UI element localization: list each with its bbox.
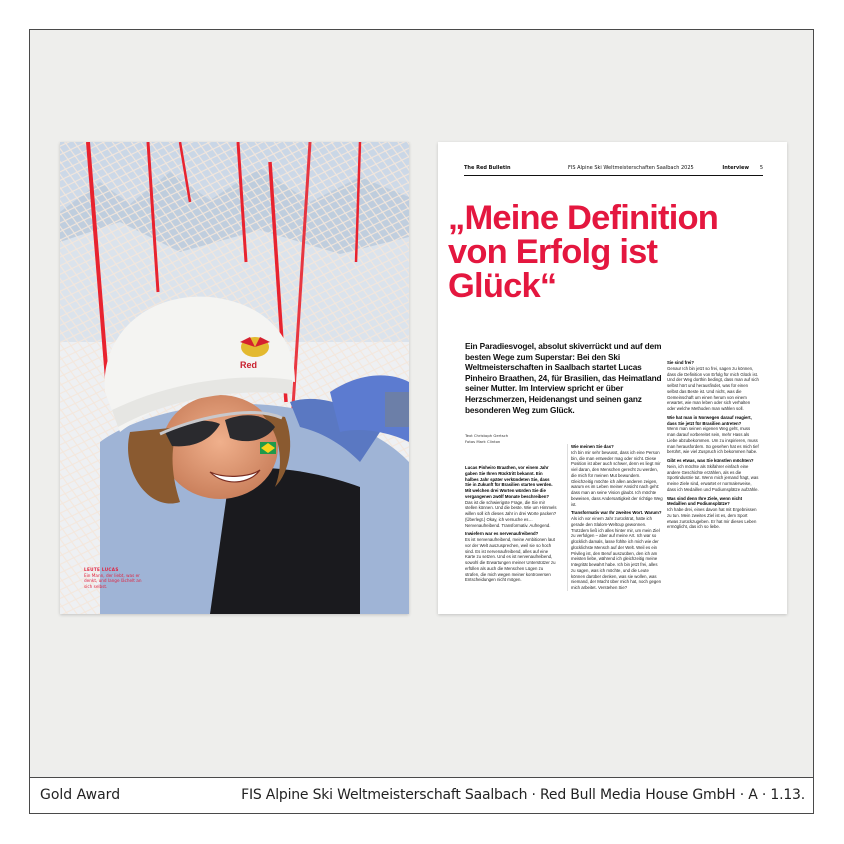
- answer: Ich habe drei, eines davon hat mit Ergebnissen zu tun. Mein zweites Ziel ist es, dem Sport etwas zurückzugeben. Er hat mir dieses Leben ermöglicht, das ich so liebe.: [667, 507, 757, 530]
- article-page: [438, 142, 787, 614]
- question: Transformativ war Ihr zweites Wort. Warum?: [571, 510, 662, 516]
- question: Lucas Pinheiro Braathen, vor einem Jahr gaben Sie Ihren Rücktritt bekannt. Ein halbes Jahr später verkündeten Sie, dass Sie in Zukunft für Brasilien starten werden. Mit welchen drei Worten würden Sie die vergangenen zwölf Monate beschreiben?: [465, 465, 553, 499]
- question: Wie meinen Sie das?: [571, 444, 614, 449]
- photo-caption: [84, 567, 148, 589]
- header-rule: [464, 175, 763, 176]
- answer: Genau! Ich bin jetzt so frei, sagen zu können, dass die Definition von Erfolg für mich Glück ist. Und der Weg dorthin bedingt, dass man auf sich selbst hört und herausfindet, was für einen selbst das Beste ist. Und nicht, was die Gemeinschaft um einen herum von einem erwartet, wie man leben oder sich verhalten oder welche Methoden man wählen soll.: [667, 365, 759, 411]
- running-header: [464, 165, 763, 175]
- headline-line: „Meine Definition: [448, 199, 719, 237]
- credits: [465, 433, 508, 445]
- photo-credit: Fotos Mark Clinton: [465, 439, 501, 444]
- photo-page: [60, 142, 409, 614]
- answer: Wenn man seinen eigenen Weg geht, muss man darauf vorbereitet sein, mehr Hass als Liebe abzubekommen. Um zu inspirieren, muss man herausfordern. So gesehen hat es mich tief berührt, wie viel Zuspruch ich bekommen habe.: [667, 426, 759, 455]
- answer: Nein, ich möchte als Skifahrer einfach eine andere Geschichte erzählen, als es die Sportindustrie tut. Wenn mich jemand fragt, was meine Ziele sind, erwartet er normalerweise, dass ich Medaillen und Podiumsplätze aufzähle.: [667, 463, 759, 492]
- footer-divider: [30, 777, 813, 778]
- caption-text: Ein Mann, der liebt, was er denkt, und lange lächelt an sich selbst.: [84, 572, 142, 589]
- question: Was sind denn Ihre Ziele, wenn nicht Medaillen und Podiumsplätze?: [667, 495, 743, 507]
- intro-text: Ein Paradiesvogel, absolut skiverrückt und auf dem besten Wege zum Superstar: Bei den Ski Weltmeisterschaften in Saalbach startet Lucas Pinheiro Braathen, 24, für Brasilien, das Heimatland seiner Mutter. Im Interview spricht er über Herzschmerzen, Heidenangst und seinen ganz besonderen Weg zum Glück.: [465, 341, 662, 415]
- answer: Als ich vor einem Jahr zurücktrat, hatte ich gerade den Slalom-Weltcup gewonnen. Trotzdem ließ ich alles hinter mir, um mein Ziel zu verfolgen – aber auf meine Art. Ich war so glücklich damals, lasse fühlte ich mich wie der glücklichste Mensch auf der Welt. Weil es ein Privileg ist, den Beruf auszuüben, den ich am meisten liebe, während ich gleichzeitig meine Integrität bewahrt habe. Ich bin jetzt frei, alles zu sagen, was ich möchte, und die Leute können darüber denken, was sie wollen, was niemand, der Macht über mich hat, noch gegen mich arbeitet. Verstehen Sie?: [571, 516, 662, 590]
- question: Gibt es etwas, was Sie künstlen möchten?: [667, 458, 754, 463]
- headline-line: von Erfolg ist: [448, 233, 658, 271]
- headline: [448, 201, 778, 303]
- page-number: 5: [759, 165, 763, 171]
- column-2: [567, 444, 663, 591]
- headline-line: Glück“: [448, 267, 557, 305]
- question: Inwiefern war es nervenaufreibend?: [465, 531, 539, 537]
- award-frame: [29, 29, 814, 814]
- text-credit: Text Christoph Gertsch: [465, 433, 509, 438]
- magazine-logo: The Red Bulletin: [464, 165, 511, 171]
- award-label: Gold Award: [40, 787, 121, 803]
- answer: Das ist die schwierigste Frage, die Sie mir stellen können. Und die beste. Wie um Himmels willen soll ich dieses Jahr in drei Worte packen? (Überlegt.) Okay, ich versuche es… Nervenaufreibend. Transformativ. Aufregend.: [465, 499, 557, 528]
- entry-credit: FIS Alpine Ski Weltmeisterschaft Saalbach · Red Bull Media House GmbH · A · 1.13.: [241, 787, 805, 803]
- beanie-logo-text: Red: [240, 360, 258, 370]
- question: Sie sind frei?: [667, 360, 694, 365]
- section-label: Interview: [722, 165, 749, 171]
- question: Wie hat man in Norwegen darauf reagiert, dass Sie jetzt für Brasilien antreten?: [667, 414, 752, 426]
- skier-photo: [60, 142, 409, 614]
- answer: Es ist nervenaufreibend, meine Ambitionen laut vor der Welt auszusprechen, weil sie so hoch sind. Es ist nervenaufreibend, alles auf eine Karte zu setzen. Und es ist nervenaufreibend, sowohl die Erwartungen meiner Unterstützer zu erfüllen als auch die Menschen Lügen zu strafen, die mich wegen meiner kontroversen Entscheidungen nicht mögen.: [465, 537, 556, 583]
- caption-title: LEUTE LUCAS: [84, 567, 119, 572]
- spread-stage: [30, 30, 813, 777]
- header-title: FIS Alpine Ski Weltmeisterschaften Saalbach 2025: [568, 165, 694, 171]
- column-3: [667, 360, 759, 530]
- column-1: [465, 465, 557, 583]
- answer: Ich bin mir sehr bewusst, dass ich eine Person bin, die man entweder mag oder nicht. Diese Position ist aber auch schwer, denn es liegt mir viel daran, den Menschen gerecht zu werden, die mich für meinen Mut bewundern. Gleichzeitig möchte ich allen anderen zeigen, warum es im Leben meiner Ansicht nach geht: dass man an seine Vision glaubt. Ich möchte beweisen, dass Andersartigkeit der richtige Weg ist.: [571, 449, 663, 507]
